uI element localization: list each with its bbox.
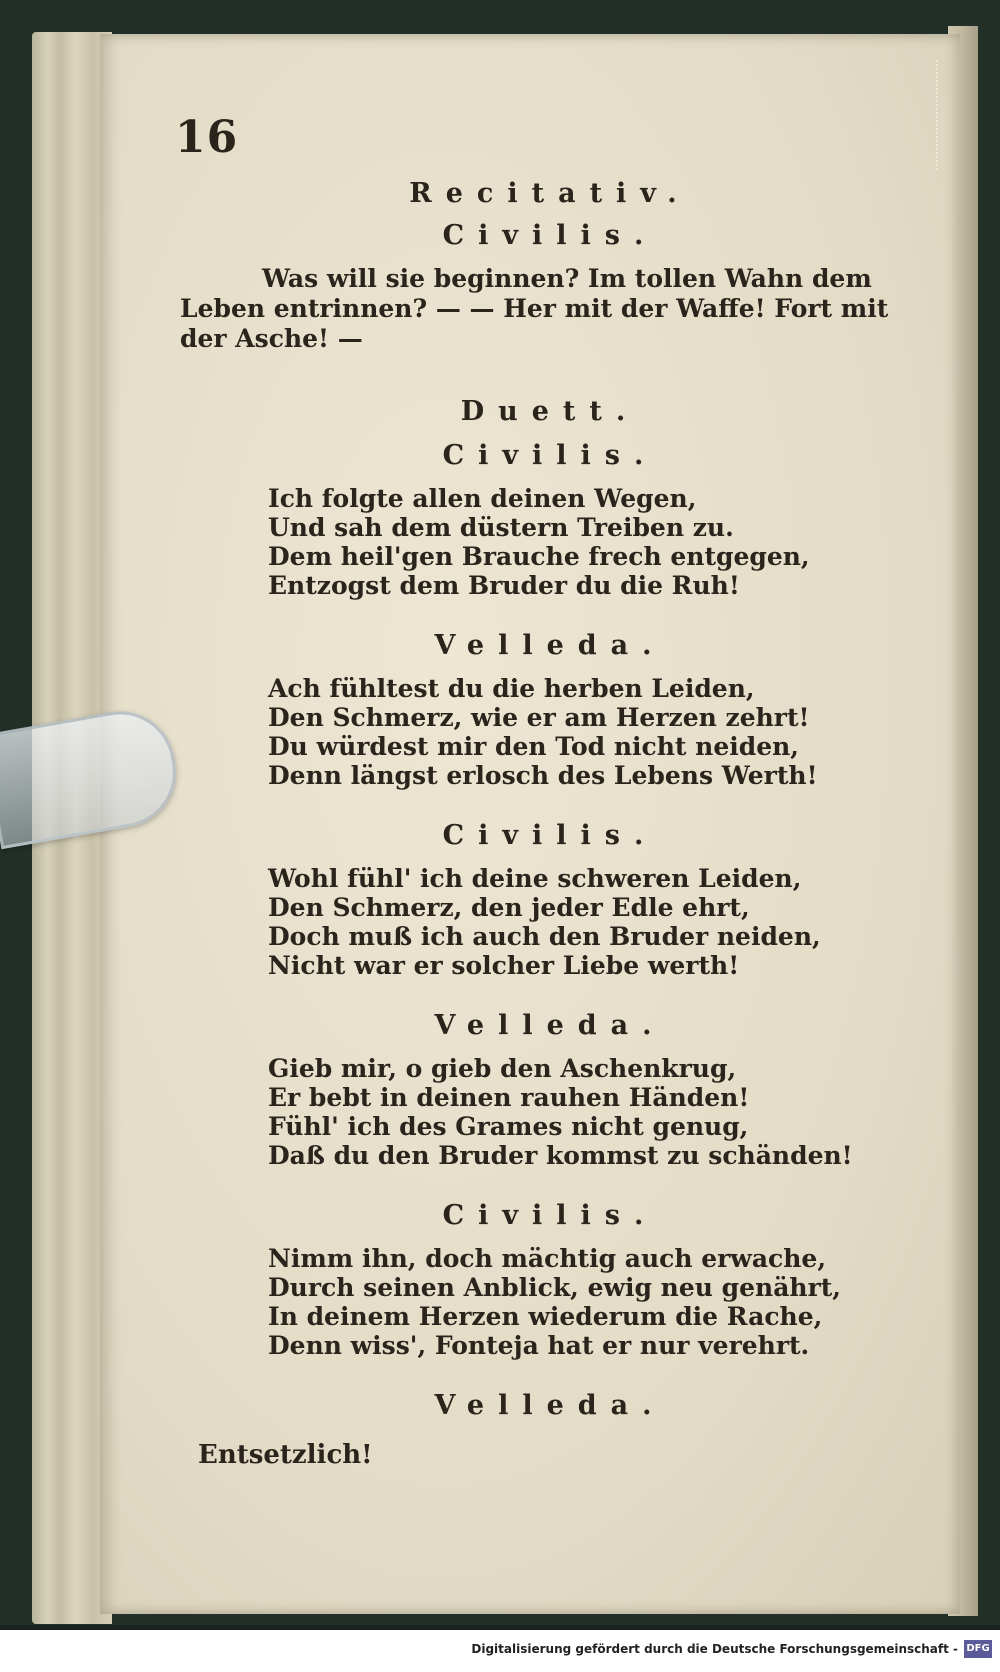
speaker-velleda: Velleda.: [434, 1010, 666, 1041]
verse-line: Nimm ihn, doch mächtig auch erwache,: [268, 1244, 827, 1273]
verse-line: Denn längst erlosch des Lebens Werth!: [268, 761, 818, 790]
verse-line: Wohl fühl' ich deine schweren Leiden,: [268, 864, 802, 893]
verse-line: Ach fühltest du die herben Leiden,: [268, 674, 755, 703]
verse-line: Denn wiss', Fonteja hat er nur verehrt.: [268, 1331, 810, 1360]
verse-stanza-3: [268, 864, 821, 980]
speaker-civilis: Civilis.: [442, 220, 658, 251]
prose-line: Was will sie beginnen? Im tollen Wahn dem: [262, 264, 872, 293]
verse-line: Und sah dem düstern Treiben zu.: [268, 513, 734, 542]
speaker-civilis: Civilis.: [442, 440, 658, 471]
verse-line: Den Schmerz, den jeder Edle ehrt,: [268, 893, 750, 922]
verse-line: Doch muß ich auch den Bruder neiden,: [268, 922, 821, 951]
verse-line: Du würdest mir den Tod nicht neiden,: [268, 732, 799, 761]
dfg-logo-icon: DFG: [964, 1640, 992, 1658]
verse-line: Gieb mir, o gieb den Aschenkrug,: [268, 1054, 737, 1083]
verse-line: Den Schmerz, wie er am Herzen zehrt!: [268, 703, 810, 732]
verse-stanza-4: [268, 1054, 853, 1170]
recitativ-text: [180, 264, 920, 354]
final-exclamation: Entsetzlich!: [198, 1440, 373, 1470]
speaker-velleda: Velleda.: [434, 1390, 666, 1421]
verse-line: In deinem Herzen wiederum die Rache,: [268, 1302, 823, 1331]
verse-line: Dem heil'gen Brauche frech entgegen,: [268, 542, 810, 571]
verse-line: Entzogst dem Bruder du die Ruh!: [268, 571, 740, 600]
speaker-civilis: Civilis.: [442, 820, 658, 851]
verse-line: Daß du den Bruder kommst zu schänden!: [268, 1141, 853, 1170]
verse-line: Ich folgte allen deinen Wegen,: [268, 484, 697, 513]
speaker-velleda: Velleda.: [434, 630, 666, 661]
heading-duett: Duett.: [460, 396, 640, 427]
page-number: 16: [175, 112, 239, 163]
verse-line: Nicht war er solcher Liebe werth!: [268, 951, 740, 980]
footer-bar: [0, 1630, 1000, 1672]
prose-line: Leben entrinnen? — — Her mit der Waffe! Fort mit: [180, 294, 889, 323]
prose-line: der Asche! —: [180, 324, 363, 353]
heading-recitativ: Recitativ.: [409, 178, 691, 209]
verse-line: Er bebt in deinen rauhen Händen!: [268, 1083, 750, 1112]
footer-credit: Digitalisierung gefördert durch die Deutsche Forschungsgemeinschaft -: [471, 1642, 958, 1656]
binding-thread: [936, 60, 956, 170]
verse-stanza-5: [268, 1244, 841, 1360]
verse-line: Durch seinen Anblick, ewig neu genährt,: [268, 1273, 841, 1302]
verse-stanza-1: [268, 484, 810, 600]
verse-stanza-2: [268, 674, 818, 790]
speaker-civilis: Civilis.: [442, 1200, 658, 1231]
verse-line: Fühl' ich des Grames nicht genug,: [268, 1112, 749, 1141]
